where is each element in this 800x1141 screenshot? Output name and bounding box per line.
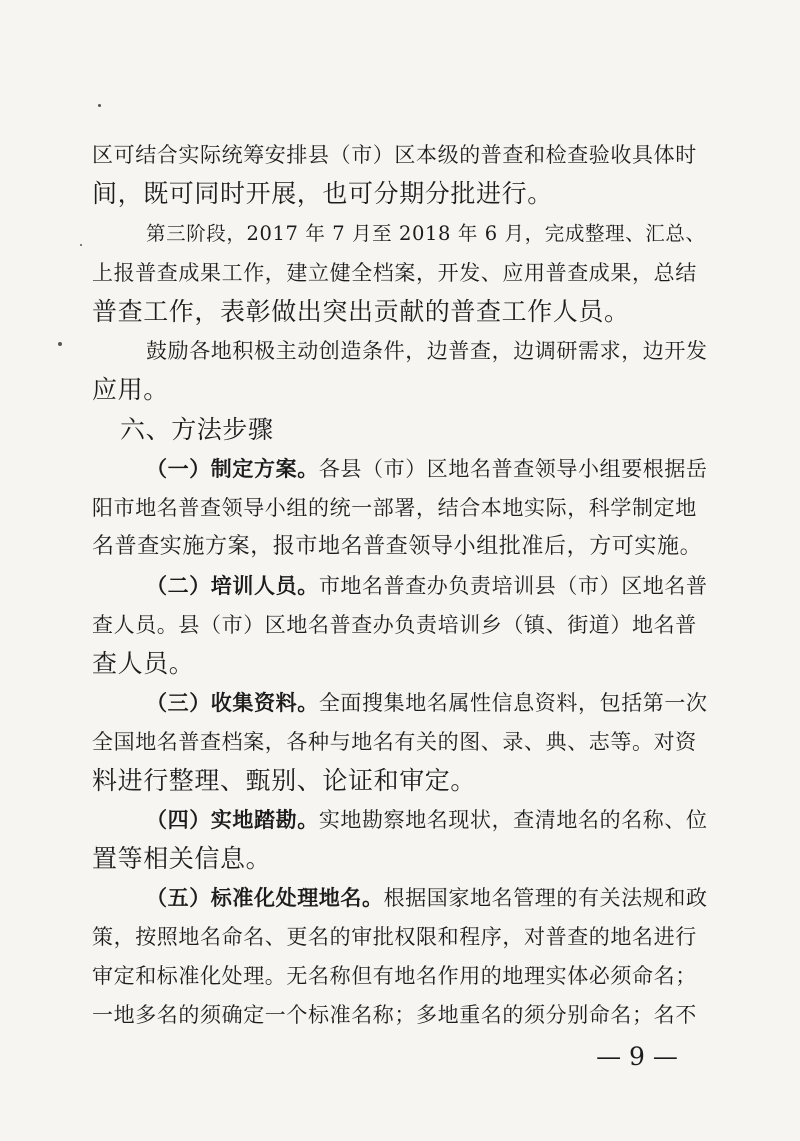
step-first-line (146, 452, 708, 486)
body-line: 间，既可同时开展，也可分期分批进行。 (92, 179, 553, 208)
section-heading: 六、方法步骤 (120, 415, 274, 444)
body-line: 查人员。 (92, 649, 195, 678)
body-line: 阳市地名普查领导小组的统一部署，结合本地实际，科学制定地 (92, 496, 697, 520)
body-line: 区可结合实际统筹安排县（市）区本级的普查和检查验收具体时 (92, 143, 697, 167)
body-line: 普查工作，表彰做出突出贡献的普查工作人员。 (92, 297, 630, 326)
step-first-line (146, 686, 708, 720)
step-text: 各县（市）区地名普查领导小组要根据岳 (318, 457, 708, 481)
step-first-line (146, 803, 708, 837)
body-line: 第三阶段，2017 年 7 月至 2018 年 6 月，完成整理、汇总、 (146, 222, 706, 245)
step-text: 全面搜集地名属性信息资料，包括第一次 (318, 691, 708, 715)
step-title: （二）培训人员。 (146, 574, 319, 598)
scan-speck (58, 342, 62, 346)
scan-speck (80, 244, 82, 246)
body-line: 应用。 (92, 375, 169, 404)
step-title: （五）标准化处理地名。 (146, 886, 384, 910)
step-first-line (146, 881, 708, 915)
step-first-line (146, 569, 708, 603)
body-line: 全国地名普查档案，各种与地名有关的图、录、典、志等。对资 (92, 730, 697, 754)
body-line: 名普查实施方案，报市地名普查领导小组批准后，方可实施。 (92, 534, 703, 559)
body-line: 审定和标准化处理。无名称但有地名作用的地理实体必须命名； (92, 964, 697, 988)
step-text: 实地勘察地名现状，查清地名的名称、位 (318, 808, 708, 832)
step-text: 根据国家地名管理的有关法规和政 (383, 886, 708, 910)
body-line: 一地多名的须确定一个标准名称；多地重名的须分别命名；名不 (92, 1003, 697, 1027)
step-title: （三）收集资料。 (146, 691, 319, 715)
step-title: （一）制定方案。 (146, 457, 319, 481)
body-line: 上报普查成果工作，建立健全档案，开发、应用普查成果，总结 (92, 261, 697, 285)
step-title: （四）实地踏勘。 (146, 808, 319, 832)
page-number: — 9 — (596, 1042, 678, 1071)
scan-speck (98, 104, 101, 107)
body-line: 查人员。县（市）区地名普查办负责培训乡（镇、街道）地名普 (92, 613, 697, 637)
step-text: 市地名普查办负责培训县（市）区地名普 (318, 574, 708, 598)
body-line: 置等相关信息。 (92, 844, 272, 873)
body-line: 鼓励各地积极主动创造条件，边普查，边调研需求，边开发 (146, 339, 708, 363)
body-line: 策，按照地名命名、更名的审批权限和程序，对普查的地名进行 (92, 925, 697, 949)
body-line: 料进行整理、甄别、论证和审定。 (92, 766, 477, 795)
